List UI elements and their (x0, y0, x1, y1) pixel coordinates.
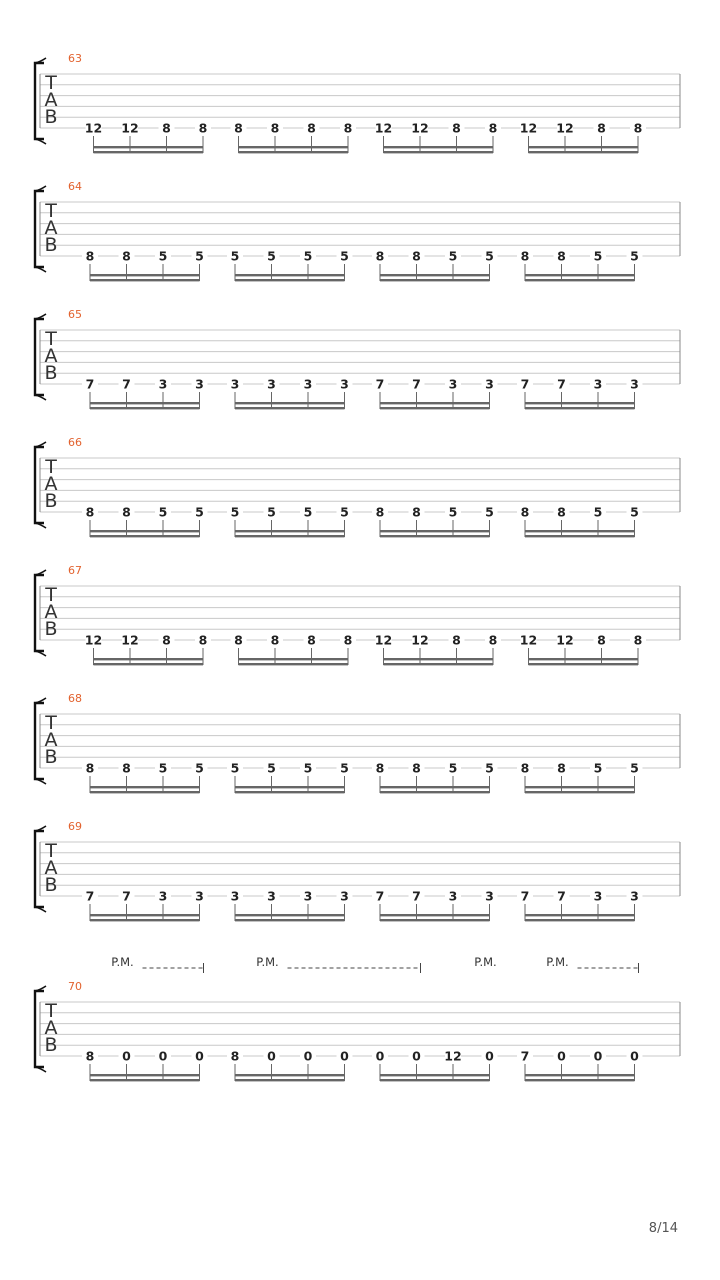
fret-number: 3 (593, 888, 603, 904)
fret-number: 5 (485, 760, 494, 776)
beam-primary (380, 530, 490, 532)
fret-number: 3 (195, 376, 204, 392)
fret-number: 12 (556, 120, 574, 136)
fret-number: 8 (412, 504, 421, 520)
beam-primary (525, 786, 635, 788)
fret-number: 8 (488, 632, 498, 648)
beam-secondary (380, 279, 490, 281)
fret-number: 5 (267, 504, 276, 520)
tab-clef-letter: A (44, 1017, 58, 1039)
tab-clef-letter: A (44, 345, 58, 367)
fret-number: 5 (340, 504, 349, 520)
fret-number: 5 (630, 760, 639, 776)
tab-system (35, 180, 680, 281)
fret-number: 8 (230, 1048, 240, 1064)
fret-number: 0 (630, 1048, 639, 1064)
fret-number: 0 (122, 1048, 131, 1064)
fret-number: 8 (85, 1048, 95, 1064)
beam-secondary (529, 151, 639, 153)
fret-number: 8 (234, 120, 243, 136)
beam-secondary (525, 535, 635, 537)
fret-number: 7 (122, 888, 131, 904)
measure-number: 65 (68, 308, 82, 321)
beam-secondary (90, 1079, 200, 1081)
beam-secondary (235, 279, 345, 281)
fret-number: 7 (520, 1048, 530, 1064)
tab-system (35, 955, 680, 1081)
tab-system (35, 436, 680, 537)
fret-number: 8 (633, 632, 643, 648)
fret-number: 0 (340, 1048, 349, 1064)
tab-clef-letter: A (44, 601, 58, 623)
fret-number: 8 (85, 504, 95, 520)
beam-secondary (525, 1079, 635, 1081)
fret-number: 12 (411, 120, 429, 136)
fret-number: 0 (375, 1048, 385, 1064)
fret-number: 8 (343, 632, 353, 648)
measure-number: 69 (68, 820, 82, 833)
tab-clef-letter: B (44, 746, 58, 768)
beam-primary (235, 274, 345, 276)
fret-number: 8 (270, 120, 280, 136)
fret-number: 5 (448, 504, 458, 520)
beam-secondary (525, 791, 635, 793)
fret-number: 3 (230, 376, 240, 392)
tab-clef-letter: A (44, 857, 58, 879)
fret-number: 8 (85, 248, 95, 264)
fret-number: 0 (593, 1048, 603, 1064)
beam-secondary (384, 663, 494, 665)
tab-clef-letter: T (45, 1000, 57, 1022)
fret-number: 7 (412, 888, 421, 904)
fret-number: 12 (84, 632, 103, 648)
beam-primary (235, 402, 345, 404)
beam-secondary (94, 151, 204, 153)
fret-number: 8 (557, 248, 566, 264)
fret-number: 8 (412, 248, 421, 264)
fret-number: 5 (195, 760, 204, 776)
page-number: 8/14 (648, 1221, 678, 1236)
fret-number: 5 (593, 504, 603, 520)
tab-clef-letter: B (44, 874, 58, 896)
fret-number: 7 (557, 376, 566, 392)
beam-secondary (525, 407, 635, 409)
fret-number: 0 (303, 1048, 313, 1064)
fret-number: 12 (444, 1048, 462, 1064)
beam-secondary (380, 919, 490, 921)
beam-primary (90, 914, 200, 916)
fret-number: 8 (375, 760, 385, 776)
fret-number: 3 (340, 888, 349, 904)
fret-number: 12 (411, 632, 429, 648)
fret-number: 3 (267, 376, 276, 392)
fret-number: 5 (230, 248, 240, 264)
fret-number: 7 (557, 888, 566, 904)
tab-clef-letter: T (45, 712, 57, 734)
palm-mute-label: P.M. (546, 955, 569, 969)
beam-primary (235, 786, 345, 788)
tab-system (35, 692, 680, 793)
fret-number: 7 (520, 376, 530, 392)
beam-primary (529, 658, 639, 660)
beam-secondary (380, 535, 490, 537)
fret-number: 0 (158, 1048, 168, 1064)
beam-primary (90, 530, 200, 532)
tab-clef-letter: T (45, 72, 57, 94)
beam-primary (380, 914, 490, 916)
tab-system (35, 52, 680, 153)
fret-number: 12 (556, 632, 574, 648)
tab-system (35, 820, 680, 921)
fret-number: 12 (84, 120, 103, 136)
fret-number: 7 (520, 888, 530, 904)
fret-number: 5 (485, 504, 494, 520)
beam-primary (94, 658, 204, 660)
fret-number: 3 (158, 888, 168, 904)
tab-clef-letter: B (44, 362, 58, 384)
fret-number: 3 (158, 376, 168, 392)
beam-primary (90, 402, 200, 404)
fret-number: 0 (412, 1048, 421, 1064)
fret-number: 3 (630, 888, 639, 904)
tab-clef-letter: T (45, 200, 57, 222)
tab-clef-letter: T (45, 840, 57, 862)
fret-number: 3 (485, 888, 494, 904)
tab-clef-letter: A (44, 89, 58, 111)
beam-secondary (94, 663, 204, 665)
beam-secondary (90, 919, 200, 921)
measure-number: 63 (68, 52, 82, 65)
beam-primary (380, 274, 490, 276)
beam-primary (239, 146, 349, 148)
fret-number: 8 (557, 504, 566, 520)
beam-primary (235, 530, 345, 532)
beam-secondary (380, 1079, 490, 1081)
fret-number: 5 (448, 760, 458, 776)
fret-number: 7 (85, 888, 95, 904)
fret-number: 8 (162, 632, 171, 648)
fret-number: 3 (485, 376, 494, 392)
beam-secondary (525, 919, 635, 921)
fret-number: 8 (488, 120, 498, 136)
fret-number: 8 (520, 248, 530, 264)
fret-number: 8 (307, 120, 316, 136)
beam-secondary (235, 919, 345, 921)
tab-clef-letter: T (45, 456, 57, 478)
fret-number: 3 (303, 376, 313, 392)
fret-number: 5 (230, 760, 240, 776)
tab-system (35, 564, 680, 665)
fret-number: 8 (520, 504, 530, 520)
tab-clef-letter: A (44, 473, 58, 495)
fret-number: 12 (374, 632, 393, 648)
fret-number: 5 (630, 504, 639, 520)
beam-secondary (90, 791, 200, 793)
measure-number: 66 (68, 436, 82, 449)
fret-number: 5 (303, 248, 313, 264)
beam-primary (525, 274, 635, 276)
fret-number: 5 (593, 248, 603, 264)
beam-primary (525, 402, 635, 404)
fret-number: 5 (230, 504, 240, 520)
fret-number: 8 (85, 760, 95, 776)
palm-mute-label: P.M. (111, 955, 134, 969)
fret-number: 0 (557, 1048, 566, 1064)
beam-secondary (90, 535, 200, 537)
fret-number: 5 (158, 248, 168, 264)
beam-primary (235, 914, 345, 916)
beam-secondary (239, 151, 349, 153)
beam-secondary (380, 407, 490, 409)
fret-number: 8 (122, 504, 131, 520)
beam-primary (90, 1074, 200, 1076)
beam-primary (525, 914, 635, 916)
fret-number: 3 (267, 888, 276, 904)
tab-clef-letter: B (44, 618, 58, 640)
tab-clef-letter: T (45, 328, 57, 350)
palm-mute-label: P.M. (474, 955, 497, 969)
measure-number: 67 (68, 564, 82, 577)
fret-number: 3 (303, 888, 313, 904)
beam-primary (380, 786, 490, 788)
fret-number: 12 (519, 632, 538, 648)
beam-primary (380, 1074, 490, 1076)
fret-number: 8 (234, 632, 243, 648)
fret-number: 8 (375, 504, 385, 520)
fret-number: 5 (303, 504, 313, 520)
beam-primary (235, 1074, 345, 1076)
fret-number: 0 (485, 1048, 494, 1064)
fret-number: 3 (630, 376, 639, 392)
fret-number: 8 (198, 120, 208, 136)
fret-number: 7 (375, 888, 385, 904)
beam-secondary (90, 279, 200, 281)
beam-primary (525, 1074, 635, 1076)
fret-number: 5 (630, 248, 639, 264)
fret-number: 5 (593, 760, 603, 776)
fret-number: 12 (121, 632, 139, 648)
beam-secondary (529, 663, 639, 665)
tab-clef-letter: A (44, 729, 58, 751)
beam-primary (90, 786, 200, 788)
fret-number: 8 (412, 760, 421, 776)
beam-primary (384, 658, 494, 660)
fret-number: 8 (162, 120, 171, 136)
tab-clef-letter: B (44, 1034, 58, 1056)
fret-number: 8 (520, 760, 530, 776)
beam-secondary (235, 1079, 345, 1081)
fret-number: 5 (158, 504, 168, 520)
beam-primary (94, 146, 204, 148)
palm-mute-label: P.M. (256, 955, 279, 969)
tab-clef-letter: B (44, 234, 58, 256)
fret-number: 12 (121, 120, 139, 136)
beam-primary (239, 658, 349, 660)
fret-number: 7 (122, 376, 131, 392)
fret-number: 5 (340, 760, 349, 776)
beam-primary (529, 146, 639, 148)
fret-number: 12 (374, 120, 393, 136)
fret-number: 0 (267, 1048, 276, 1064)
tab-system (35, 308, 680, 409)
fret-number: 8 (452, 632, 461, 648)
tab-clef-letter: B (44, 106, 58, 128)
fret-number: 5 (267, 760, 276, 776)
fret-number: 5 (485, 248, 494, 264)
beam-secondary (90, 407, 200, 409)
fret-number: 3 (340, 376, 349, 392)
fret-number: 8 (122, 760, 131, 776)
fret-number: 5 (195, 504, 204, 520)
beam-primary (380, 402, 490, 404)
beam-secondary (235, 535, 345, 537)
tab-clef-letter: A (44, 217, 58, 239)
fret-number: 8 (597, 120, 606, 136)
fret-number: 0 (195, 1048, 204, 1064)
tab-clef-letter: T (45, 584, 57, 606)
fret-number: 8 (343, 120, 353, 136)
fret-number: 7 (375, 376, 385, 392)
fret-number: 8 (452, 120, 461, 136)
fret-number: 5 (448, 248, 458, 264)
fret-number: 8 (597, 632, 606, 648)
measure-number: 70 (68, 980, 82, 993)
beam-secondary (239, 663, 349, 665)
fret-number: 5 (158, 760, 168, 776)
fret-number: 8 (307, 632, 316, 648)
fret-number: 3 (448, 376, 458, 392)
fret-number: 5 (267, 248, 276, 264)
fret-number: 12 (519, 120, 538, 136)
measure-number: 68 (68, 692, 82, 705)
fret-number: 7 (85, 376, 95, 392)
fret-number: 5 (195, 248, 204, 264)
beam-primary (525, 530, 635, 532)
beam-secondary (525, 279, 635, 281)
fret-number: 8 (270, 632, 280, 648)
measure-number: 64 (68, 180, 82, 193)
fret-number: 5 (340, 248, 349, 264)
fret-number: 3 (448, 888, 458, 904)
fret-number: 8 (633, 120, 643, 136)
beam-secondary (380, 791, 490, 793)
fret-number: 8 (198, 632, 208, 648)
fret-number: 5 (303, 760, 313, 776)
fret-number: 3 (593, 376, 603, 392)
beam-secondary (384, 151, 494, 153)
fret-number: 8 (122, 248, 131, 264)
fret-number: 7 (412, 376, 421, 392)
fret-number: 3 (195, 888, 204, 904)
fret-number: 3 (230, 888, 240, 904)
beam-primary (384, 146, 494, 148)
beam-primary (90, 274, 200, 276)
fret-number: 8 (557, 760, 566, 776)
fret-number: 8 (375, 248, 385, 264)
beam-secondary (235, 407, 345, 409)
tab-clef-letter: B (44, 490, 58, 512)
beam-secondary (235, 791, 345, 793)
